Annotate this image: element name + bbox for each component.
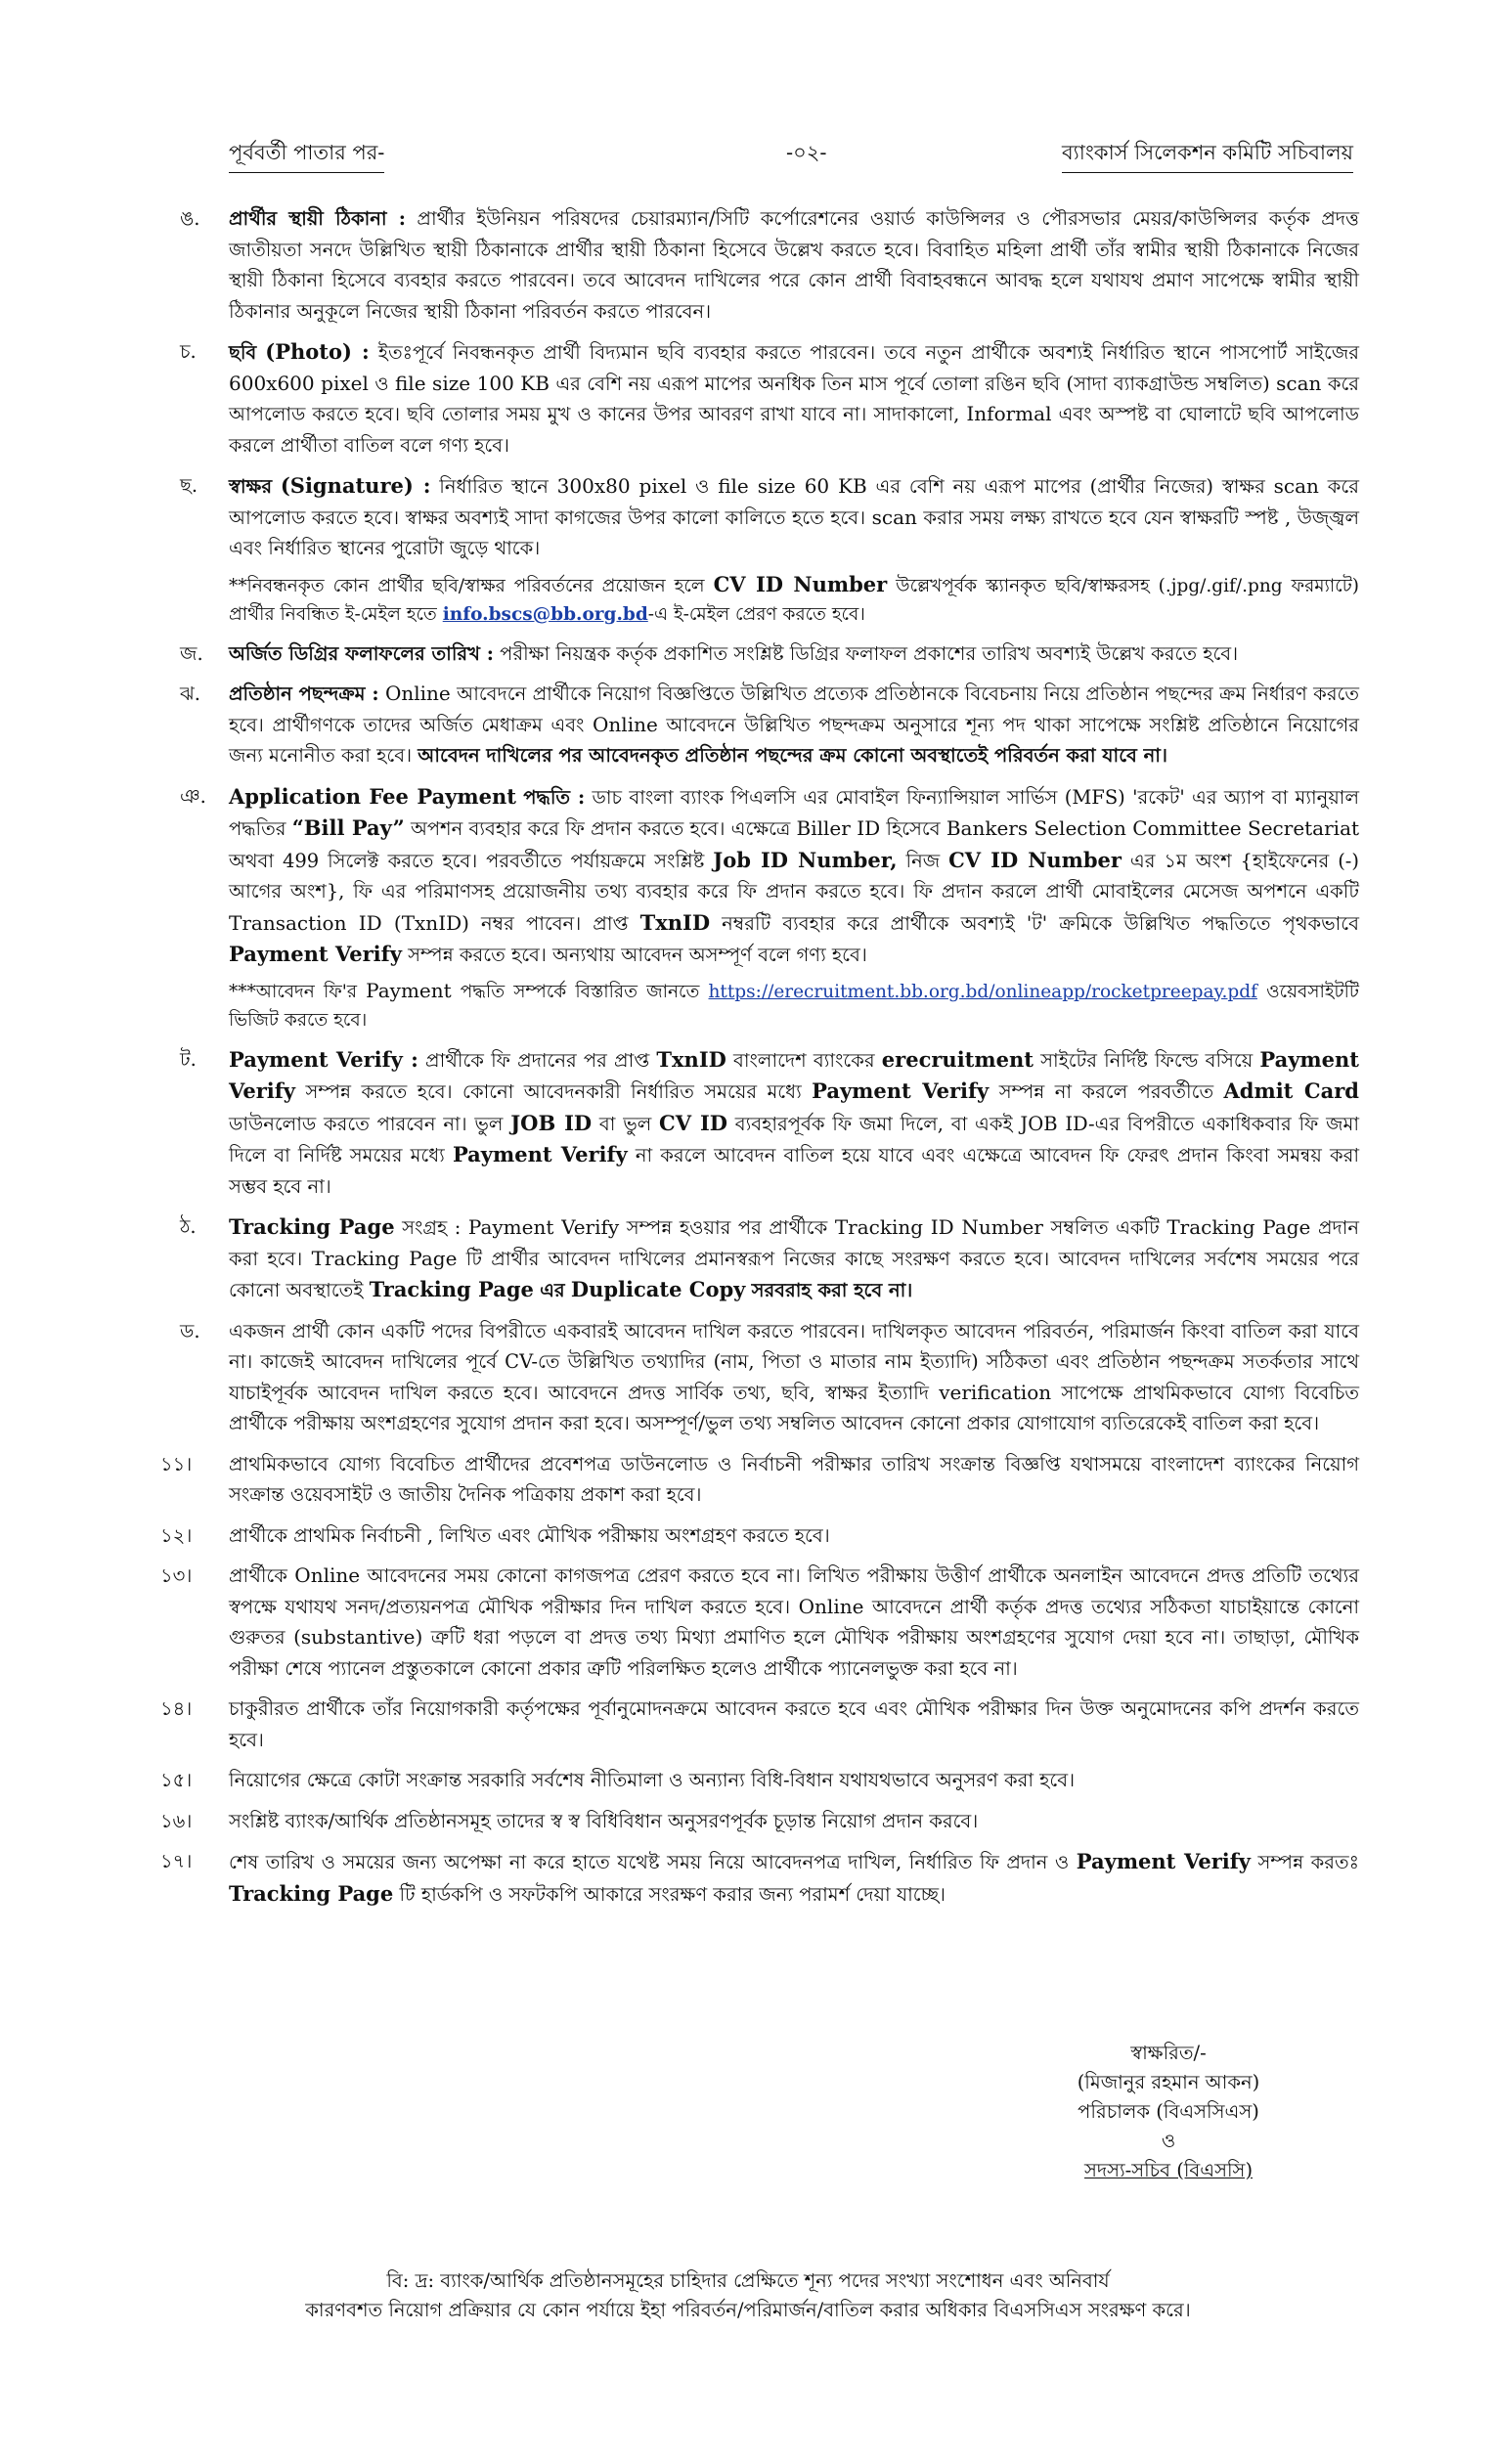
clause-text: ত্রুটি ধরা পড়লে বা প্রদত্ত তথ্য মিথ্যা প্রমাণিত হলে মৌখিক পরীক্ষায় অংশগ্রহণের সুযোগ দেয়া হবে না। তাছাড়া, মৌখিক পরীক্ষা শেষে প্যানেল প্রস্তুতকালে কোনো প্রকার ত্রুটি পরিলক্ষিত হলেও প্রার্থীকে প্যানেলভুক্ত করা হবে না।	[229, 1626, 1359, 1680]
job-id-term: Job ID Number,	[713, 847, 898, 872]
clause-signature	[160, 470, 1359, 629]
clause-text-en: Tracking Page	[1166, 1215, 1311, 1239]
clause-payment-verify	[160, 1044, 1359, 1203]
clause-text: এর ১ম অংশ {হাইফেনের (-) আগের অংশ}, ফি এর পরিমাণসহ প্রয়োজনীয় তথ্য ব্যবহার করে ফি প্রদান করতে হবে। ফি প্রদান করলে প্রার্থী মোবাইলের মেসেজ অপশনে একটি	[229, 849, 1359, 902]
clause-emphasis: আবেদন দাখিলের পর আবেদনকৃত প্রতিষ্ঠান পছন্দের ক্রম কোনো অবস্থাতেই পরিবর্তন করা যাবে না।	[418, 744, 1167, 767]
clause-marker: ১৭।	[160, 1850, 193, 1872]
clause-marker: জ.	[180, 641, 203, 665]
clause-17	[160, 1846, 1359, 1910]
clause-text: সম্পন্ন না করলে পরবর্তীতে	[998, 1080, 1214, 1103]
signatory-designation: পরিচালক (বিএসসিএস)	[1078, 2100, 1259, 2123]
txnid-term: TxnID	[656, 1046, 726, 1072]
photo-file-size: file size 100 KB	[394, 371, 550, 395]
clause-application-fee	[160, 781, 1359, 1034]
clause-text-en: scan	[1276, 371, 1322, 395]
cv-id-term: CV ID Number	[948, 847, 1122, 872]
clause-text-en: verification	[939, 1380, 1052, 1404]
clause-marker: চ.	[180, 340, 197, 363]
clause-text-en: Online	[593, 712, 658, 736]
clause-marker: ছ.	[180, 474, 198, 497]
clause-15	[160, 1765, 1359, 1796]
clause-text: আবেদনে উল্লিখিত পছন্দক্রম অনুসারে শূন্য পদ থাকা সাপেক্ষে সংশ্লিষ্ট প্রতিষ্ঠানে নিয়োগের জন্য মনোনীত করা হবে।	[229, 713, 1359, 767]
clause-text: অথবা 499 সিলেক্ট করতে হবে। পরবর্তীতে পর্যায়ক্রমে সংশ্লিষ্ট	[229, 849, 705, 872]
clause-text: নম্বর পাবেন। প্রাপ্ত	[481, 911, 629, 935]
clause-text: ব্যবহারপূর্বক ফি জমা দিলে, বা একই JOB ID-এর বিপরীতে একাধিকবার ফি জমা দিলে বা নির্দিষ্ট সময়ের মধ্যে	[229, 1112, 1359, 1166]
clause-label-en: Tracking Page	[229, 1214, 395, 1239]
clause-single-application	[160, 1316, 1359, 1439]
clause-text: নম্বরটি ব্যবহার করে প্রার্থীকে অবশ্যই 'ট' ক্রমিকে উল্লিখিত পদ্ধতিতে পৃথকভাবে	[722, 911, 1359, 935]
footnote	[147, 2266, 1349, 2325]
clause-text: নিয়োগের ক্ষেত্রে কোটা সংক্রান্ত সরকারি সর্বশেষ নীতিমালা ও অন্যান্য বিধি-বিধান যথাযথভাবে অনুসরণ করা হবে।	[229, 1769, 1076, 1791]
clause-label: ছবি	[229, 341, 257, 364]
clause-marker: ১২।	[160, 1523, 193, 1547]
clause-text: প্রাথমিকভাবে যোগ্য বিবেচিত প্রার্থীদের প্রবেশপত্র ডাউনলোড ও নির্বাচনী পরীক্ষার তারিখ সংক্রান্ত বিজ্ঞপ্তি যথাসময়ে বাংলাদেশ ব্যাংকের নিয়োগ সংক্রান্ত ওয়েবসাইট ও জাতীয় দৈনিক পত্রিকায় প্রকাশ করা হবে।	[229, 1452, 1359, 1506]
payment-verify-term: Payment Verify	[1076, 1849, 1251, 1873]
clause-text: হিসেবে	[886, 817, 941, 840]
note-text: উল্লেখপূর্বক স্ক্যানকৃত ছবি/স্বাক্ষরসহ (.jpg/.gif/.png ফরম্যাটে) প্রার্থীর নিবন্ধিত ই-মেইল হতে	[229, 575, 1360, 625]
clause-tracking-page	[160, 1211, 1359, 1306]
page-header	[229, 137, 1353, 172]
clause-text-en: Bankers Selection Committee Secretariat	[946, 816, 1360, 840]
clause-label: প্রতিষ্ঠান পছন্দক্রম :	[229, 682, 379, 705]
clause-text: প্রার্থীর ইউনিয়ন পরিষদের চেয়ারম্যান/সিটি কর্পোরেশনের ওয়ার্ড কাউন্সিলর ও পৌরসভার মেয়র/কাউন্সিলর কর্তৃক প্রদত্ত জাতীয়তা সনদে উল্লিখিত স্থায়ী ঠিকানাকে প্রার্থীর স্থায়ী ঠিকানা হিসেবে উল্লেখ করতে হবে। বিবাহিত মহিলা প্রার্থী তাঁর স্বামীর স্থায়ী ঠিকানাকে নিজের স্থায়ী ঠিকানা হিসেবে ব্যবহার করতে পারবেন। তবে আবেদন দাখিলের পরে কোন প্রার্থী বিবাহবন্ধনে আবদ্ধ হলে যথাযথ প্রমাণ সাপেক্ষে স্বামীর স্থায়ী ঠিকানার অনুকূলে নিজের স্থায়ী ঠিকানা পরিবর্তন করতে পারবেন।	[229, 207, 1359, 323]
clause-text: একজন প্রার্থী কোন একটি পদের বিপরীতে একবারই আবেদন দাখিল করতে পারবেন। দাখিলকৃত আবেদন পরিবর্তন, পরিমার্জন কিংবা বাতিল করা যাবে না। কাজেই আবেদন দাখিলের পূর্বে CV-তে উল্লিখিত তথ্যাদির (নাম, পিতা ও মাতার নাম ইত্যাদি) সঠিকতা এবং প্রতিষ্ঠান পছন্দক্রম সতর্কতার সাথে যাচাইপূর্বক আবেদন দাখিল করতে হবে। আবেদনে প্রদত্ত সার্বিক তথ্য, ছবি, স্বাক্ষর ইত্যাদি	[229, 1319, 1359, 1404]
clause-marker: ড.	[180, 1319, 200, 1342]
clause-label: সংগ্রহ :	[402, 1216, 462, 1239]
note-cv-id: CV ID Number	[713, 571, 888, 596]
signature-file-size: file size 60 KB	[718, 474, 867, 498]
txnid-term: TxnID	[639, 909, 711, 935]
clause-label-en: Application Fee Payment	[229, 783, 516, 809]
clause-text: নির্ধারিত স্থানে	[439, 475, 549, 498]
clause-text: সরবরাহ করা হবে না।	[751, 1279, 913, 1301]
clause-text: সম্পন্ন করতঃ	[1257, 1851, 1360, 1873]
signed-label: স্বাক্ষরিত/-	[1130, 2042, 1207, 2064]
footnote-line-1: বি: দ্র: ব্যাংক/আর্থিক প্রতিষ্ঠানসমূহের চাহিদার প্রেক্ষিতে শূন্য পদের সংখ্যা সংশোধন এবং অনিবার্য	[386, 2269, 1110, 2292]
clause-text: প্রদান করা হবে।	[229, 1216, 1360, 1270]
clause-marker: ঝ.	[180, 682, 200, 705]
clause-text-en: Informal	[966, 402, 1052, 425]
clause-marker: ১৪।	[160, 1697, 193, 1720]
clause-text-en: scan	[871, 505, 917, 529]
clause-13	[160, 1561, 1359, 1684]
clause-text: এর বেশি নয় এরূপ মাপের (প্রার্থীর নিজের) স্বাক্ষর	[875, 475, 1265, 498]
note-text: ওয়েবসাইটটি ভিজিট করতে হবে।	[229, 981, 1359, 1031]
clause-text-en: Online	[294, 1563, 361, 1587]
signature-pixel-size: 300x80 pixel	[556, 474, 687, 498]
clause-label: অর্জিত ডিগ্রির ফলাফলের তারিখ :	[229, 641, 494, 665]
clause-text: সম্পন্ন হওয়ার পর প্রার্থীকে	[626, 1216, 828, 1239]
clause-marker: ১১।	[160, 1452, 193, 1475]
note-text-en: Payment	[366, 978, 452, 1002]
clause-text: করে আপলোড করতে হবে। স্বাক্ষর অবশ্যই সাদা কাগজের উপর কালো কালিতে হতে হবে।	[229, 475, 1359, 529]
header-organization: ব্যাংকার্স সিলেকশন কমিটি সচিবালয়	[1062, 137, 1353, 173]
clause-label: পদ্ধতি :	[523, 785, 586, 809]
clause-text-en: Online	[798, 1594, 864, 1618]
payment-verify-term: Payment Verify	[229, 1046, 1359, 1103]
clause-label-en: (Signature) :	[280, 473, 431, 498]
payment-verify-term: Payment Verify	[452, 1142, 628, 1166]
clause-text: করে আপলোড করতে হবে। ছবি তোলার সময় মুখ ও কানের উপর আবরণ রাখা যাবে না। সাদাকালো,	[229, 372, 1360, 425]
clause-text: না করলে আবেদন বাতিল হয়ে যাবে এবং এক্ষেত্রে আবেদন ফি ফেরৎ প্রদান কিংবা সমন্বয় করা সম্ভব হবে না।	[229, 1144, 1359, 1198]
clause-marker: ট.	[180, 1047, 197, 1071]
payment-verify-term: Payment Verify	[812, 1078, 990, 1103]
duplicate-copy-term: Duplicate Copy	[570, 1277, 746, 1301]
clause-label: প্রার্থীর স্থায়ী ঠিকানা :	[229, 207, 406, 230]
document-body	[160, 203, 1359, 1919]
page-number: -০২-	[786, 141, 827, 164]
clause-text: ডাচ বাংলা ব্যাংক পিএলসি এর মোবাইল ফিন্যান্সিয়াল সার্ভিস (MFS) 'রকেট' এর অ্যাপ বা ম্যানুয়াল পদ্ধতির	[229, 785, 1359, 840]
clause-text-en: Tracking Page	[311, 1246, 458, 1270]
clause-14	[160, 1694, 1359, 1755]
clause-label: স্বাক্ষর	[229, 475, 273, 498]
clause-text: ডাউনলোড করতে পারবেন না। ভুল	[229, 1112, 504, 1135]
clause-label-en: Payment Verify :	[229, 1046, 418, 1072]
clause-result-date	[160, 638, 1359, 670]
note-text: **নিবন্ধনকৃত কোন প্রার্থীর ছবি/স্বাক্ষর পরিবর্তনের প্রয়োজন হলে	[229, 575, 705, 596]
email-link[interactable]: info.bscs@bb.org.bd	[442, 603, 648, 625]
fee-payment-note	[229, 977, 1359, 1034]
clause-text: আবেদনে প্রার্থী কর্তৃক প্রদত্ত তথ্যের সঠিকতা যাচাইয়ান্তে কোনো গুরুতর	[229, 1595, 1359, 1649]
clause-marker: ১৫।	[160, 1769, 193, 1791]
clause-text-en: Payment Verify	[467, 1215, 620, 1239]
clause-text: প্রার্থীকে	[229, 1564, 287, 1587]
signature-block	[1036, 2039, 1300, 2185]
clause-text: সম্পন্ন করতে হবে। অন্যথায় আবেদন অসম্পূর্ণ বলে গণ্য হবে।	[408, 944, 867, 966]
clause-marker: ১৩।	[160, 1564, 193, 1587]
clause-text: এর	[540, 1279, 565, 1301]
clause-label-en: (Photo) :	[265, 339, 370, 364]
clause-text: চাকুরীরত প্রার্থীকে তাঁর নিয়োগকারী কর্তৃপক্ষের পূর্বানুমোদনক্রমে আবেদন করতে হবে এবং মৌখিক পরীক্ষার দিন উক্ত অনুমোদনের কপি প্রদর্শন করতে হবে।	[229, 1697, 1359, 1751]
clause-16	[160, 1806, 1359, 1837]
clause-text: সাইটের নির্দিষ্ট ফিল্ডে বসিয়ে	[1040, 1048, 1254, 1072]
clause-text: বা ভুল	[598, 1112, 652, 1135]
clause-text: আবেদনের সময় কোনো কাগজপত্র প্রেরণ করতে হবে না। লিখিত পরীক্ষায় উত্তীর্ণ প্রার্থীকে অনলাইন আবেদনে প্রদত্ত প্রতিটি তথ্যের স্বপক্ষে যথাযথ সনদ/প্রত্যয়নপত্র মৌখিক পরীক্ষার দিন দাখিল করতে হবে।	[229, 1564, 1360, 1618]
note-text: পদ্ধতি সম্পর্কে বিস্তারিত জানতে	[460, 981, 700, 1002]
clause-text-en: Online	[384, 682, 451, 705]
payment-verify-term: Payment Verify	[229, 942, 402, 966]
admit-card-term: Admit Card	[1223, 1078, 1359, 1103]
clause-text-en: (substantive)	[293, 1625, 423, 1649]
clause-text: সম্বলিত একটি	[1050, 1216, 1160, 1239]
clause-permanent-address	[160, 203, 1359, 327]
signatory-and: ও	[1161, 2130, 1176, 2152]
clause-text: নিজ	[905, 849, 941, 872]
clause-text: পরীক্ষা নিয়ন্ত্রক কর্তৃক প্রকাশিত সংশ্লিষ্ট ডিগ্রির ফলাফল প্রকাশের তারিখ অবশ্যই উল্লেখ করতে হবে।	[500, 641, 1239, 665]
clause-12	[160, 1520, 1359, 1552]
rocket-prepay-link[interactable]: https://erecruitment.bb.org.bd/onlineapp/rocketpreepay.pdf	[708, 981, 1257, 1002]
note-text: ***আবেদন ফি'র	[229, 981, 358, 1002]
clause-text-en: Tracking ID Number	[834, 1215, 1043, 1239]
clause-text: এবং অস্পষ্ট বা ঘোলাটে ছবি আপলোড করলে প্রার্থীতা বাতিল বলে গণ্য হবে।	[229, 403, 1360, 457]
clause-photo	[160, 336, 1359, 461]
clause-marker: ঙ.	[180, 207, 200, 230]
header-continued-from: পূর্ববর্তী পাতার পর-	[229, 137, 384, 173]
signatory-role: সদস্য-সচিব (বিএসসি)	[1083, 2159, 1254, 2181]
photo-pixel-size: 600x600 pixel	[229, 371, 369, 395]
clause-11	[160, 1449, 1359, 1511]
job-id-term: JOB ID	[510, 1110, 593, 1135]
clause-text: ইতঃপূর্বে নিবন্ধনকৃত প্রার্থী বিদ্যমান ছবি ব্যবহার করতে পারবেন। তবে নতুন প্রার্থীকে অবশ্যই নির্ধারিত স্থানে পাসপোর্ট সাইজের	[377, 341, 1360, 364]
clause-text: শেষ তারিখ ও সময়ের জন্য অপেক্ষা না করে হাতে যথেষ্ট সময় নিয়ে আবেদনপত্র দাখিল, নির্ধারিত ফি প্রদান ও	[229, 1851, 1070, 1873]
clause-text: বাংলাদেশ ব্যাংকের	[733, 1048, 875, 1072]
clause-text: অপশন ব্যবহার করে ফি প্রদান করতে হবে। এক্ষেত্রে	[410, 817, 791, 840]
clause-text-en: Biller ID	[796, 816, 881, 840]
photo-change-note	[229, 570, 1359, 629]
bill-pay-term: “Bill Pay”	[291, 815, 405, 840]
clause-text: করার সময় লক্ষ্য রাখতে হবে যেন স্বাক্ষরটি স্পষ্ট , উজ্জ্বল এবং নির্ধারিত স্থানের পুরোটা জুড়ে থাকে।	[229, 506, 1360, 559]
clause-text-en: Transaction ID (TxnID)	[229, 910, 469, 935]
note-text: -এ ই-মেইল প্রেরণ করতে হবে।	[647, 603, 865, 625]
erecruitment-term: erecruitment	[881, 1046, 1034, 1072]
clause-text: সম্পন্ন করতে হবে। কোনো আবেদনকারী নির্ধারিত সময়ের মধ্যে	[305, 1080, 802, 1103]
clause-text: সাপেক্ষে প্রাথমিকভাবে যোগ্য বিবেচিত প্রার্থীকে পরীক্ষায় অংশগ্রহণের সুযোগ প্রদান করা হবে। অসম্পূর্ণ/ভুল তথ্য সম্বলিত আবেদন কোনো প্রকার যোগাযোগ ব্যতিরেকেই বাতিল করা হবে।	[229, 1381, 1360, 1434]
footnote-line-2: কারণবশত নিয়োগ প্রক্রিয়ার যে কোন পর্যায়ে ইহা পরিবর্তন/পরিমার্জন/বাতিল করার অধিকার বিএসসিএস সংরক্ষণ করে।	[305, 2299, 1191, 2321]
clause-text: টি হার্ডকপি ও সফটকপি আকারে সংরক্ষণ করার জন্য পরামর্শ দেয়া যাচ্ছে।	[399, 1882, 946, 1906]
clause-marker: ঠ.	[180, 1215, 197, 1238]
cv-id-term: CV ID	[659, 1110, 727, 1135]
clause-marker: ১৬।	[160, 1809, 193, 1832]
clause-text: প্রার্থীকে প্রাথমিক নির্বাচনী , লিখিত এবং মৌখিক পরীক্ষায় অংশগ্রহণ করতে হবে।	[229, 1523, 830, 1547]
clause-text: আবেদনে প্রার্থীকে নিয়োগ বিজ্ঞপ্তিতে উল্লিখিত প্রত্যেক প্রতিষ্ঠানকে বিবেচনায় নিয়ে প্রতিষ্ঠান পছন্দের ক্রম নির্ধারণ করতে হবে। প্রার্থীগণকে তাদের অর্জিত মেধাক্রম এবং	[229, 682, 1360, 736]
signatory-name: (মিজানুর রহমান আকন)	[1077, 2071, 1260, 2093]
clause-text: ও	[695, 475, 710, 498]
clause-text: টি প্রার্থীর আবেদন দাখিলের প্রমানস্বরূপ নিজের কাছে সংরক্ষণ করতে হবে। আবেদন দাখিলের সর্বশেষ সময়ের পরে কোনো অবস্থাতেই	[229, 1247, 1359, 1301]
clause-institution-preference	[160, 679, 1359, 771]
clause-text: ও	[374, 372, 389, 395]
tracking-page-term: Tracking Page	[229, 1880, 394, 1906]
tracking-page-term: Tracking Page	[369, 1277, 534, 1301]
clause-text-en: scan	[1273, 474, 1319, 498]
clause-text: এর বেশি নয় এরূপ মাপের অনধিক তিন মাস পূর্বে তোলা রঙিন ছবি (সাদা ব্যাকগ্রাউন্ড সম্বলিত)	[555, 372, 1270, 395]
clause-text: সংশ্লিষ্ট ব্যাংক/আর্থিক প্রতিষ্ঠানসমূহ তাদের স্ব স্ব বিধিবিধান অনুসরণপূর্বক চূড়ান্ত নিয়োগ প্রদান করবে।	[229, 1809, 979, 1832]
clause-text: প্রার্থীকে ফি প্রদানের পর প্রাপ্ত	[425, 1048, 650, 1072]
clause-marker: ঞ.	[180, 784, 206, 808]
